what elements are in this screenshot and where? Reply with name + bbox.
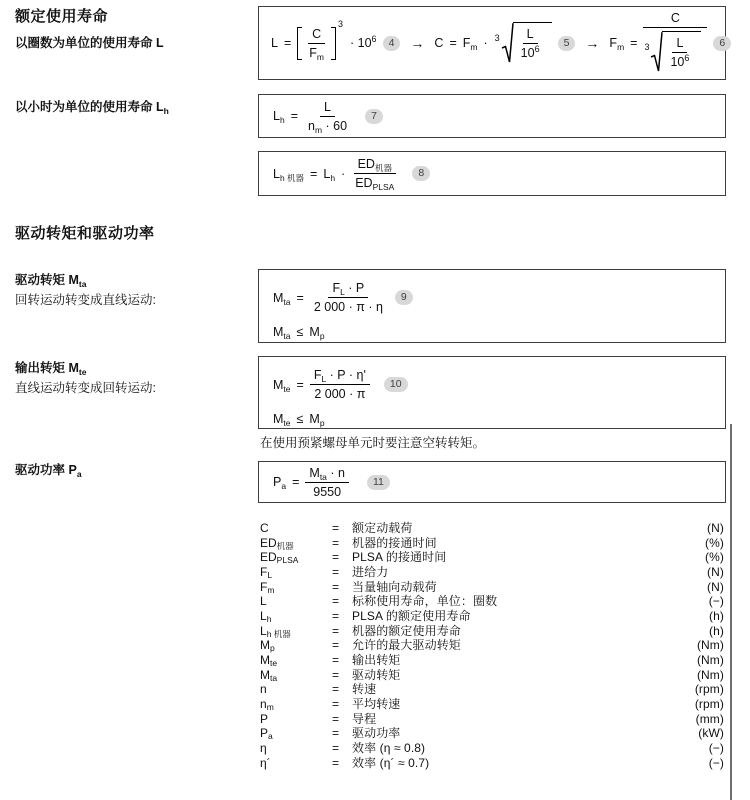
f9-cond-l-sub: ta <box>283 331 291 341</box>
equation-ref-9: 9 <box>395 290 413 305</box>
legend-symbol: $F_L$ <box>260 565 273 581</box>
f5-coefficient <box>463 36 478 50</box>
legend-symbol: $M_{ta}$ <box>260 667 278 683</box>
f9-lhs-sub: ta <box>283 296 291 307</box>
f10-cond-r-base: M <box>309 412 320 426</box>
f10-num-base: F <box>313 368 322 382</box>
label-drive-torque-text: 驱动转矩 M <box>15 273 79 287</box>
legend-description: 当量轴向动载荷 <box>352 579 437 594</box>
legend-row <box>260 712 724 727</box>
f9-fraction <box>310 281 387 314</box>
label-output-torque <box>15 358 156 396</box>
f8-num-sub: 机器 <box>374 163 392 173</box>
f9-denominator: 2 000 · π · η <box>313 300 383 314</box>
f9-cond-l-base: M <box>273 325 284 339</box>
legend-equals: = <box>332 521 340 535</box>
label-output-torque-text: 输出转矩 M <box>15 361 79 375</box>
legend-equals: = <box>332 535 340 550</box>
f6-inner-den-exp: 6 <box>684 52 690 63</box>
legend-equals: = <box>332 594 340 609</box>
f7-lhs-sub: h <box>279 115 285 125</box>
legend-symbol: $ED_{机器}$ <box>260 535 294 551</box>
section-heading-rated-life: 额定使用寿命 <box>15 8 109 25</box>
legend-symbol-sub: te <box>270 658 278 669</box>
legend-symbol-sub: L <box>267 570 273 581</box>
legend-symbol: n <box>260 682 267 697</box>
legend-description: 额定动载荷 <box>352 521 413 535</box>
f4-equals: = <box>283 36 292 50</box>
legend-symbol-sub: h 机器 <box>266 628 291 639</box>
legend-symbol-sub: a <box>268 731 273 742</box>
f8-den-base: ED <box>355 176 373 190</box>
f4-lhs: L <box>271 36 278 50</box>
formula-box-machine-life <box>258 151 726 196</box>
legend-symbol-sub: p <box>270 643 275 654</box>
f7-fraction <box>304 100 351 133</box>
legend-unit: (N) <box>707 521 724 535</box>
legend-row <box>260 668 724 683</box>
f11-lhs-base: P <box>273 475 282 489</box>
label-output-torque-desc: 直线运动转变成回转运动: <box>15 381 156 395</box>
legend-symbol: C <box>260 521 269 535</box>
legend-equals: = <box>332 565 340 580</box>
f5-inner-den-exp: 6 <box>534 44 540 54</box>
legend-description: 驱动功率 <box>352 726 401 741</box>
f6-denominator <box>643 28 707 76</box>
f6-lhs <box>609 36 624 50</box>
legend-description: 转速 <box>352 682 377 697</box>
f10-lhs-sub: te <box>283 383 291 394</box>
f5-inner-num: L <box>523 27 538 44</box>
legend-unit: (−) <box>708 755 724 770</box>
f9-cond-rhs <box>309 325 324 339</box>
right-arrow-icon: → <box>585 35 600 51</box>
legend-row <box>260 682 724 697</box>
f5-root-content <box>513 22 552 60</box>
equation-ref-5: 5 <box>558 36 576 51</box>
legend-symbol: $M_p$ <box>260 638 275 654</box>
legend-unit: (Nm) <box>696 653 724 668</box>
f10-num-rest: · P · η' <box>326 368 366 382</box>
f4-factor <box>350 36 377 50</box>
f10-fraction <box>310 368 370 401</box>
equation-ref-11: 11 <box>367 475 390 490</box>
legend-symbol-sub: 机器 <box>276 540 294 551</box>
f6-lhs-sub: m <box>617 42 625 52</box>
f7-lhs <box>273 109 285 123</box>
f6-fraction <box>643 11 707 76</box>
legend-unit: (h) <box>709 609 724 624</box>
f10-cond-r-sub: p <box>319 418 325 428</box>
f11-equals: = <box>292 475 300 489</box>
legend-equals: = <box>332 711 340 726</box>
legend-equals: = <box>332 609 340 624</box>
legend-equals: = <box>332 550 340 565</box>
legend-equals: = <box>332 755 340 770</box>
f8-mid-base: L <box>323 166 331 181</box>
legend-unit: (Nm) <box>696 667 724 682</box>
legend-description: PLSA 的接通时间 <box>352 550 447 565</box>
f5-coeff-base: F <box>462 36 471 50</box>
label-drive-torque-sub: ta <box>78 279 87 289</box>
f10-num-sub: L <box>321 374 327 384</box>
f10-cond-l-base: M <box>273 412 284 426</box>
legend-unit: (−) <box>708 741 724 756</box>
f6-equals: = <box>630 36 638 50</box>
legend-equals: = <box>332 667 340 682</box>
f11-num-base: M <box>309 465 320 480</box>
legend-description: 导程 <box>352 711 377 726</box>
label-life-in-hours <box>15 97 169 115</box>
label-output-torque-title <box>15 358 156 376</box>
f4-den-sub: m <box>316 51 324 62</box>
f11-lhs <box>273 475 286 489</box>
legend-row <box>260 609 724 624</box>
f5-cube-root <box>494 22 552 64</box>
legend-row <box>260 756 724 771</box>
formula-box-drive-torque <box>258 269 726 343</box>
legend-equals: = <box>332 638 340 653</box>
f7-den-sub: m <box>314 124 323 135</box>
legend-symbol: $n_m$ <box>260 697 274 713</box>
legend-symbol-sub: m <box>267 584 275 595</box>
legend-equals: = <box>332 697 340 712</box>
legend-description: 进给力 <box>352 565 389 580</box>
f7-den-base: n <box>308 118 315 133</box>
legend-symbol: L <box>260 594 267 609</box>
f8-dot: · <box>341 166 346 181</box>
legend-unit: (%) <box>705 535 724 550</box>
f8-fraction <box>351 157 398 190</box>
legend-symbol: $M_{te}$ <box>260 653 278 669</box>
label-life-in-hours-text: 以小时为单位的使用寿命 L <box>15 100 164 114</box>
f10-cond-op: ≤ <box>296 412 304 426</box>
formula-drive-torque <box>273 281 725 314</box>
equation-ref-6: 6 <box>713 36 731 51</box>
f4-fraction <box>305 27 328 60</box>
legend-description: 驱动转矩 <box>352 667 401 682</box>
legend-symbol: η <box>260 741 267 756</box>
legend-symbol: $L_h$ <box>260 609 272 625</box>
legend-row <box>260 565 724 580</box>
legend <box>260 521 724 770</box>
condition-drive-torque <box>273 325 725 339</box>
formula-box-life-revolutions <box>258 6 726 80</box>
f6-lhs-base: F <box>609 36 618 50</box>
legend-row <box>260 653 724 668</box>
label-drive-torque <box>15 270 156 308</box>
legend-equals: = <box>332 741 340 756</box>
formula-box-output-torque <box>258 356 726 429</box>
legend-unit: (h) <box>709 623 724 638</box>
f8-lhs-sub: h 机器 <box>279 172 305 183</box>
f9-cond-r-sub: p <box>319 331 325 341</box>
f6-inner-den <box>666 53 693 69</box>
formula-drive-power <box>273 466 390 499</box>
f8-num-base: ED <box>357 157 375 171</box>
legend-row <box>260 521 724 536</box>
legend-symbol: P <box>260 711 269 726</box>
f7-lhs-base: L <box>273 109 280 123</box>
label-output-torque-sub: te <box>78 367 87 377</box>
label-drive-power-sub: a <box>76 469 82 479</box>
legend-unit: (%) <box>705 550 724 565</box>
f9-cond-lhs <box>273 325 291 339</box>
legend-symbol-sub: ta <box>270 672 278 683</box>
legend-description: PLSA 的额定使用寿命 <box>352 609 471 624</box>
legend-symbol-sub: PLSA <box>276 555 299 566</box>
legend-symbol-sub: h <box>266 614 272 625</box>
f5-dot: · <box>483 36 488 50</box>
f6-numerator: C <box>643 11 707 28</box>
f11-denominator: 9550 <box>313 484 342 499</box>
legend-unit: (Nm) <box>696 638 724 653</box>
legend-description: 输出转矩 <box>352 653 401 668</box>
legend-symbol: $F_m$ <box>260 579 275 595</box>
label-life-in-hours-sub: h <box>163 106 169 116</box>
page-rule-vertical <box>730 424 732 800</box>
f8-mid-sub: h <box>330 172 336 183</box>
equation-ref-10: 10 <box>384 377 408 392</box>
right-bracket <box>331 27 336 60</box>
label-drive-power <box>15 460 82 478</box>
f8-equals: = <box>310 166 318 181</box>
formula-machine-life <box>273 157 430 190</box>
f9-numerator <box>328 281 368 298</box>
f9-num-rest: · P <box>344 281 365 295</box>
f8-lhs-base: L <box>273 166 280 181</box>
legend-equals: = <box>332 726 340 741</box>
f10-cond-l-sub: te <box>283 418 291 428</box>
legend-symbol: $L_{h 机器}$ <box>260 623 291 639</box>
f6-inner-den-base: 10 <box>670 54 685 69</box>
f7-equals: = <box>290 109 298 123</box>
f6-root-index: 3 <box>644 41 650 52</box>
f5-equals: = <box>449 36 457 50</box>
legend-row <box>260 580 724 595</box>
label-drive-torque-title <box>15 270 156 288</box>
f11-num-sub: ta <box>319 471 327 482</box>
legend-symbol: $P_a$ <box>260 726 273 742</box>
f9-num-sub: L <box>340 287 345 297</box>
f8-denominator <box>351 174 398 190</box>
f6-inner-fraction <box>666 36 693 69</box>
formula-box-drive-power <box>258 461 726 503</box>
f7-numerator: L <box>320 100 335 117</box>
f5-inner-fraction <box>517 27 544 60</box>
preload-note: 在使用预紧螺母单元时要注意空转转矩。 <box>260 436 486 450</box>
legend-equals: = <box>332 653 340 668</box>
condition-output-torque <box>273 412 725 426</box>
legend-row <box>260 536 724 551</box>
f4-bracket-group <box>297 18 343 62</box>
f10-equals: = <box>296 377 304 392</box>
f10-lhs-base: M <box>273 377 284 392</box>
f8-mid <box>323 167 335 181</box>
equation-ref-7: 7 <box>365 109 383 124</box>
f9-cond-op: ≤ <box>296 325 304 339</box>
label-drive-torque-desc: 回转运动转变成直线运动: <box>15 293 156 307</box>
f4-denominator <box>305 44 328 60</box>
f5-root-index: 3 <box>494 33 500 43</box>
formula-life-revolutions <box>271 11 731 76</box>
left-bracket <box>297 27 302 60</box>
f6-cube-root <box>644 31 701 73</box>
f6-root-content <box>662 31 701 69</box>
f8-numerator <box>354 157 396 174</box>
f7-den-rest: · 60 <box>322 118 348 133</box>
f10-cond-rhs <box>309 412 324 426</box>
f5-inner-den-base: 10 <box>520 46 535 60</box>
legend-unit: (rpm) <box>694 697 724 712</box>
f5-inner-den <box>517 44 544 60</box>
f11-lhs-sub: a <box>281 481 287 491</box>
f8-den-sub: PLSA <box>372 182 395 192</box>
f4-numerator: C <box>308 27 325 44</box>
f5-coeff-sub: m <box>470 42 478 52</box>
f10-cond-lhs <box>273 412 291 426</box>
f9-equals: = <box>296 290 304 305</box>
f4-factor-base: · 10 <box>350 36 372 50</box>
f9-lhs <box>273 291 291 305</box>
formula-life-hours <box>273 100 383 133</box>
f9-num-base: F <box>332 281 341 295</box>
legend-symbol-sub: m <box>266 702 274 713</box>
legend-unit: (N) <box>707 579 724 594</box>
f10-lhs <box>273 378 291 392</box>
legend-symbol: η´ <box>260 755 271 770</box>
legend-row <box>260 726 724 741</box>
legend-row <box>260 638 724 653</box>
legend-unit: (−) <box>708 594 724 609</box>
legend-row <box>260 741 724 756</box>
legend-unit: (kW) <box>698 726 724 741</box>
formula-output-torque <box>273 368 725 401</box>
legend-description: 效率 (η´ ≈ 0.7) <box>352 755 430 770</box>
label-drive-power-text: 驱动功率 P <box>15 463 77 477</box>
legend-unit: (rpm) <box>694 682 724 697</box>
f11-fraction <box>305 466 349 499</box>
legend-row <box>260 594 724 609</box>
f10-numerator <box>310 368 370 385</box>
legend-row <box>260 624 724 639</box>
f9-cond-r-base: M <box>309 325 320 339</box>
f4-factor-exp: 6 <box>371 34 377 44</box>
f4-den-base: F <box>309 45 317 60</box>
f9-lhs-base: M <box>273 290 284 305</box>
f8-lhs <box>273 167 304 181</box>
f5-lhs: C <box>434 36 444 50</box>
legend-equals: = <box>332 579 340 594</box>
legend-description: 标称使用寿命，单位：圈数 <box>352 594 498 609</box>
equation-ref-4: 4 <box>383 36 401 51</box>
legend-equals: = <box>332 623 340 638</box>
legend-symbol: $ED_{PLSA}$ <box>260 550 299 566</box>
section-heading-drive-torque-power: 驱动转矩和驱动功率 <box>15 225 155 242</box>
legend-description: 机器的接通时间 <box>352 535 437 550</box>
legend-unit: (mm) <box>695 711 724 726</box>
legend-description: 允许的最大驱动转矩 <box>352 638 461 653</box>
f10-denominator: 2 000 · π <box>314 387 366 401</box>
f4-exponent: 3 <box>337 18 343 29</box>
legend-unit: (N) <box>707 565 724 580</box>
label-life-in-revolutions: 以圈数为单位的使用寿命 L <box>15 36 164 50</box>
f6-inner-num: L <box>672 36 687 53</box>
right-arrow-icon: → <box>410 35 425 51</box>
formula-box-life-hours <box>258 94 726 138</box>
legend-row <box>260 550 724 565</box>
legend-description: 效率 (η ≈ 0.8) <box>352 741 426 756</box>
f11-numerator <box>305 466 349 483</box>
legend-description: 机器的额定使用寿命 <box>352 623 461 638</box>
legend-equals: = <box>332 682 340 697</box>
legend-description: 平均转速 <box>352 697 401 712</box>
legend-row <box>260 697 724 712</box>
equation-ref-8: 8 <box>412 166 430 181</box>
f7-denominator <box>304 117 351 133</box>
f11-num-rest: · n <box>326 465 345 480</box>
